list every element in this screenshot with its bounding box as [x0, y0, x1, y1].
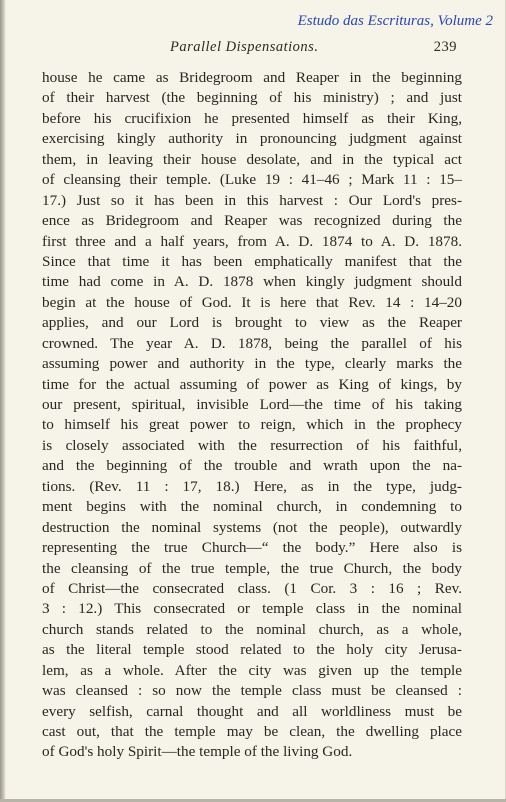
text-line: 17.) Just so it has been in this harvest : Our Lord's pres-: [42, 191, 462, 209]
running-head: Parallel Dispensations.: [170, 39, 319, 55]
text-line: destruction the nominal systems (not the people), outwardly: [42, 518, 462, 536]
text-line: every selfish, carnal thought and all worldliness must be: [42, 702, 462, 720]
text-line: lem, as a whole. After the city was given up the temple: [42, 661, 462, 679]
text-line: begin at the house of God. It is here that Rev. 14 : 14–20: [42, 293, 462, 311]
page-edge-shadow: [0, 0, 6, 802]
text-line: of Christ—the consecrated class. (1 Cor. 3 : 16 ; Rev.: [42, 579, 462, 597]
text-line: before his crucifixion he presented himself as their King,: [42, 109, 462, 127]
text-line: to himself his great power to reign, which in the prophecy: [42, 416, 462, 434]
text-line: tions. (Rev. 11 : 17, 18.) Here, as in the type, judg-: [42, 477, 462, 495]
text-line: time had come in A. D. 1878 when kingly judgment should: [42, 273, 462, 291]
text-line: church stands related to the nominal church, as a whole,: [42, 620, 462, 638]
text-line: applies, and our Lord is brought to view as the Reaper: [42, 314, 462, 332]
text-line: assuming power and authority in the type, clearly marks the: [42, 355, 462, 373]
text-line: ence as Bridegroom and Reaper was recognized during the: [42, 212, 462, 230]
text-line: of God's holy Spirit—the temple of the living God.: [42, 743, 353, 761]
text-line: of cleansing their temple. (Luke 19 : 41–46 ; Mark 11 : 15–: [42, 171, 462, 189]
page-number: 239: [433, 39, 457, 55]
text-line: them, in leaving their house desolate, and in the typical act: [42, 150, 462, 168]
text-line: is closely associated with the resurrection of his faithful,: [42, 436, 462, 454]
text-line: Since that time it has been emphatically manifest that the: [42, 252, 462, 270]
text-line: as the literal temple stood related to the holy city Jerusa-: [42, 641, 462, 659]
text-line: and the beginning of the trouble and wrath upon the na-: [42, 457, 462, 475]
text-line: first three and a half years, from A. D. 1874 to A. D. 1878.: [42, 232, 462, 250]
text-line: cast out, that the temple may be clean, the dwelling place: [42, 723, 462, 740]
text-line: time for the actual assuming of power as King of kings, by: [42, 375, 462, 393]
text-line: representing the true Church—“ the body.” Here also is: [42, 539, 462, 557]
text-line: ment begins with the nominal church, in condemning to: [42, 498, 462, 516]
body-text: [42, 68, 462, 763]
volume-label: Estudo das Escrituras, Volume 2: [297, 13, 493, 29]
text-line: crowned. The year A. D. 1878, being the parallel of his: [42, 334, 462, 352]
text-line: our present, spiritual, invisible Lord—the time of his taking: [42, 396, 462, 413]
text-line: exercising kingly authority in pronouncing judgment against: [42, 130, 462, 148]
text-line: was cleansed : so now the temple class must be cleansed :: [42, 682, 462, 700]
text-line: house he came as Bridegroom and Reaper in the beginning: [42, 69, 462, 86]
text-line: the cleansing of the true temple, the true Church, the body: [42, 559, 462, 577]
text-line: of their harvest (the beginning of his ministry) ; and just: [42, 89, 462, 107]
text-line: 3 : 12.) This consecrated or temple class in the nominal: [42, 600, 462, 618]
